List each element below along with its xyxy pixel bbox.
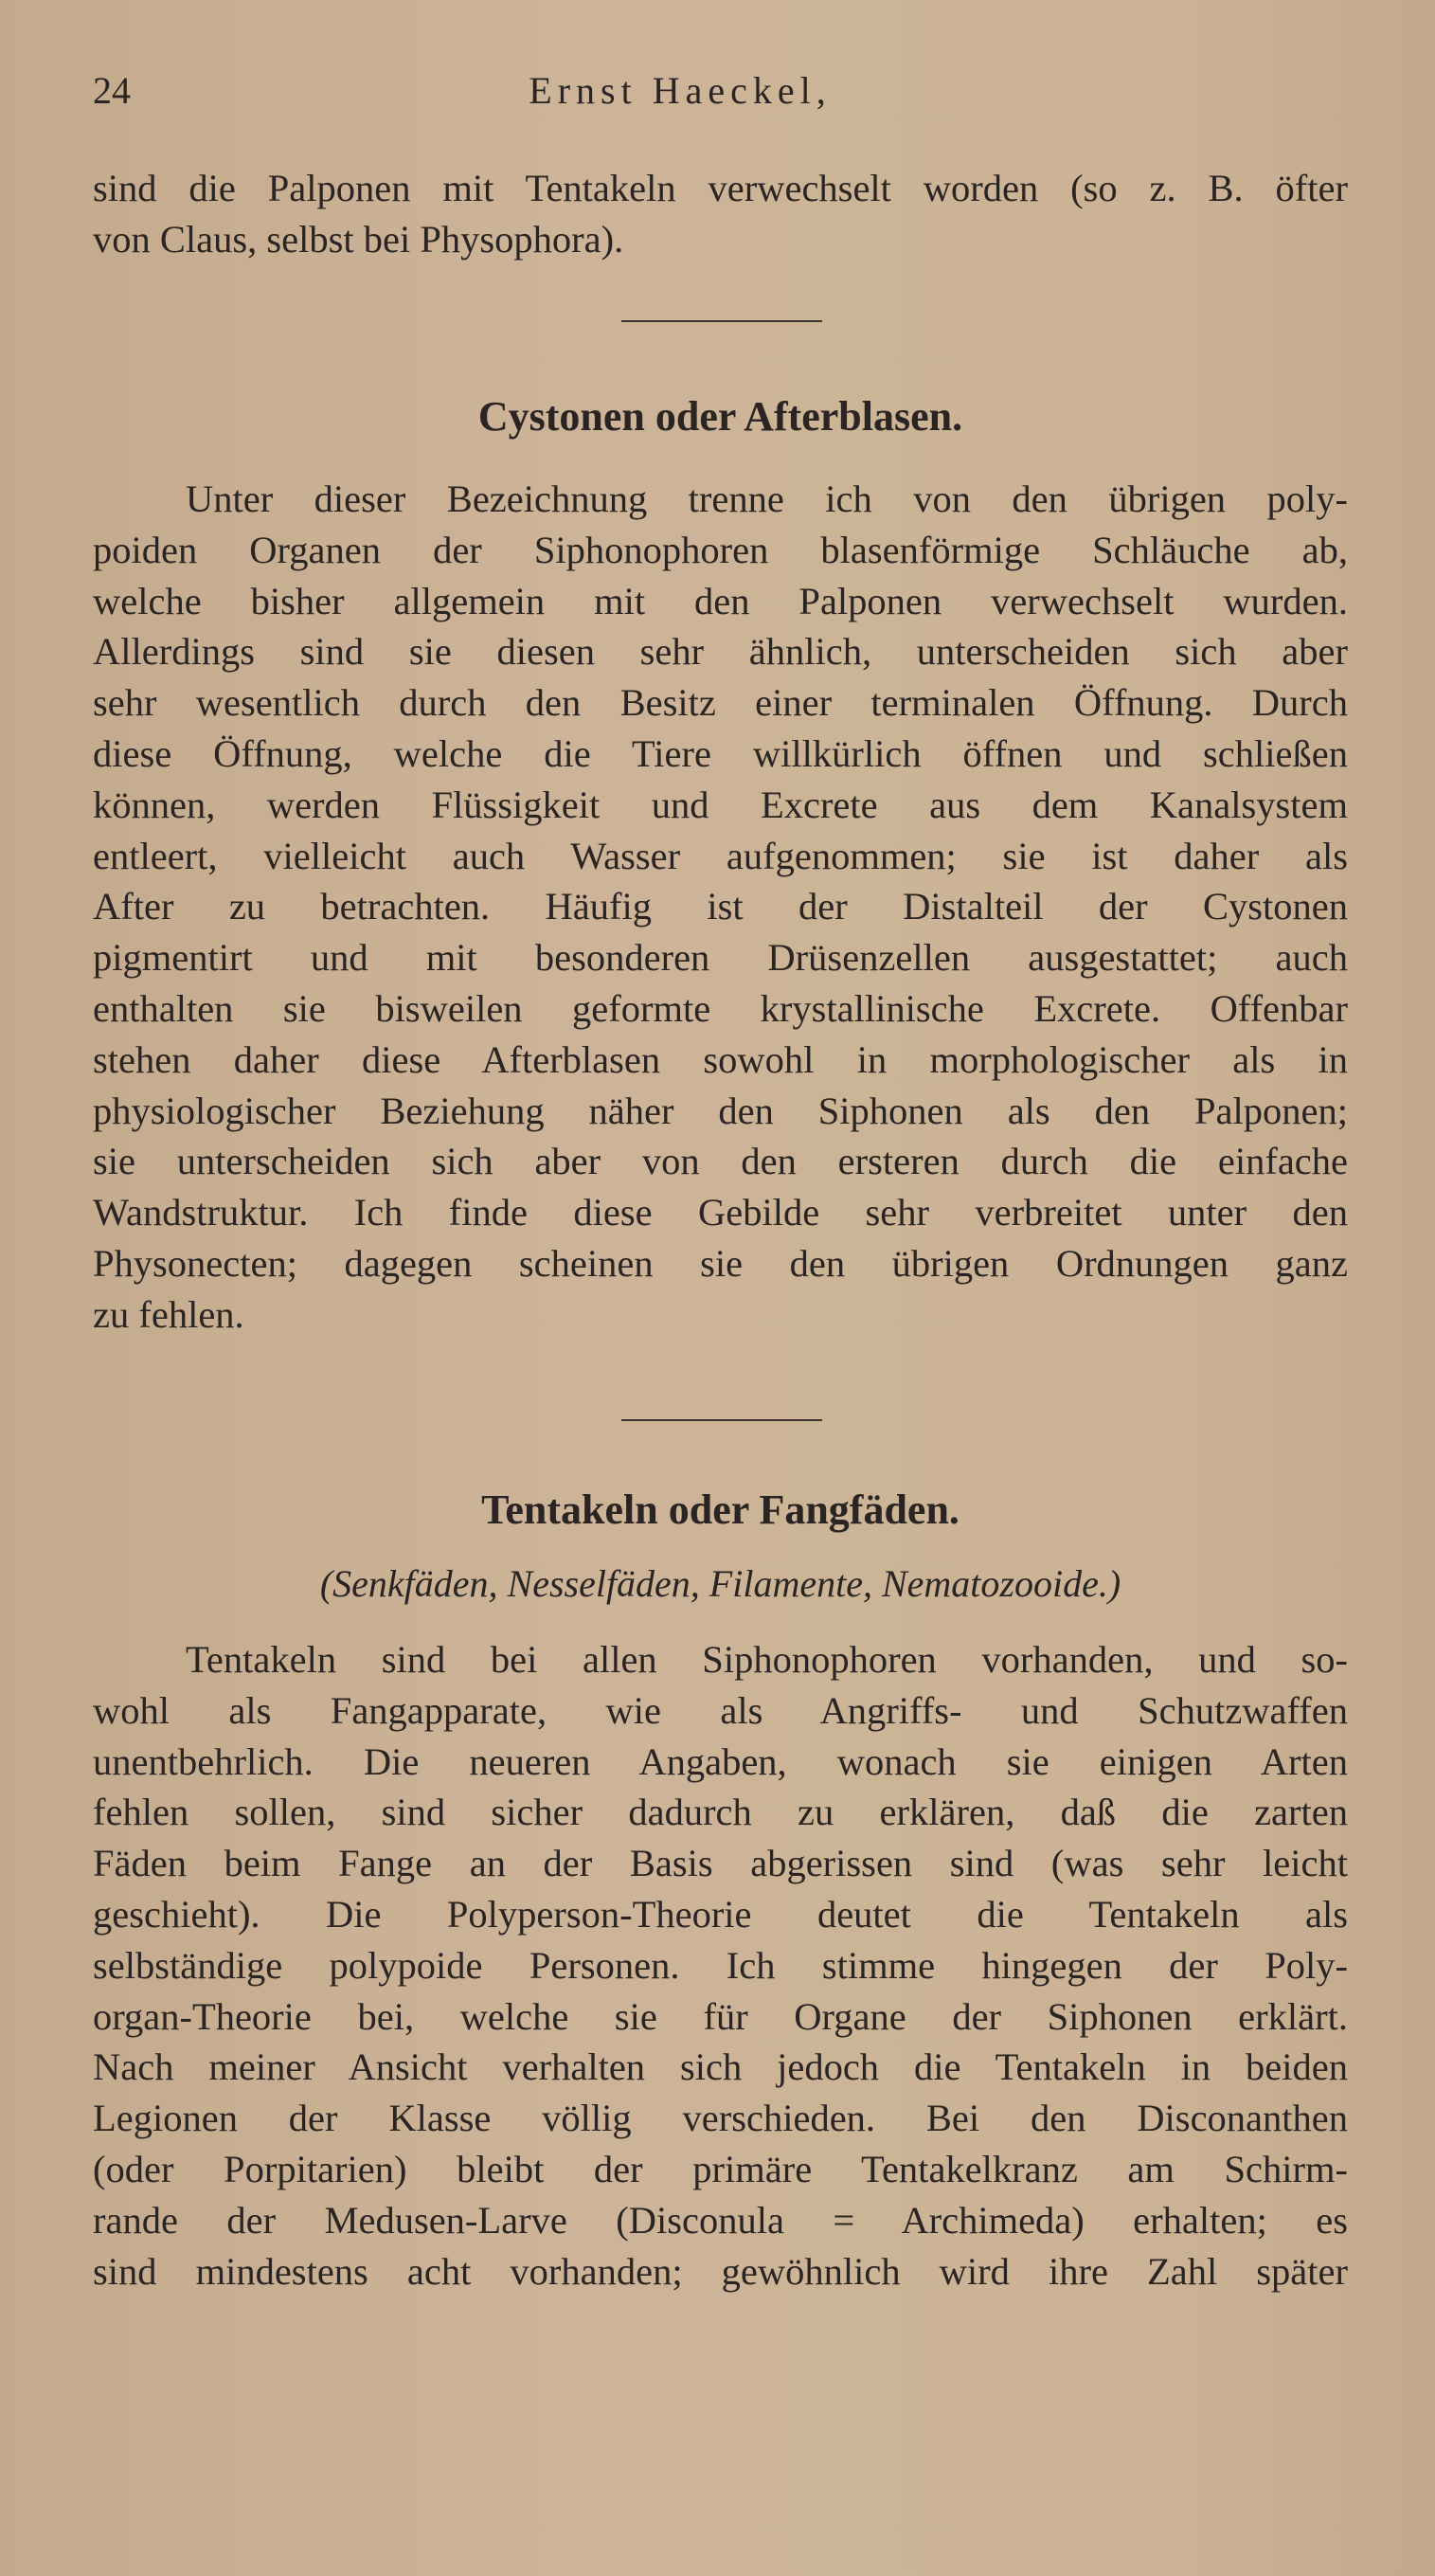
text-line: Allerdings sind sie diesen sehr ähnlich, unterscheiden sich aber (93, 630, 1348, 674)
page-header (93, 68, 1343, 125)
text-line: enthalten sie bisweilen geformte krystallinische Excrete. Offenbar (93, 986, 1348, 1030)
text-line: Tentakeln sind bei allen Siphonophoren vorhanden, und so- (186, 1638, 1348, 1681)
intro-paragraph (93, 163, 1348, 265)
text-line: diese Öffnung, welche die Tiere willkürlich öffnen und schließen (93, 731, 1348, 775)
section-heading-cystonen: Cystonen oder Afterblasen. (477, 393, 963, 440)
text-line: Nach meiner Ansicht verhalten sich jedoch die Tentakeln in beiden (93, 2045, 1348, 2089)
text-line: Wandstruktur. Ich finde diese Gebilde sehr verbreitet unter den (93, 1191, 1348, 1234)
text-line: geschieht). Die Polyperson-Theorie deutet die Tentakeln als (93, 1892, 1348, 1936)
text-line: pigmentirt und mit besonderen Drüsenzellen ausgestattet; auch (93, 936, 1348, 980)
text-line: sind mindestens acht vorhanden; gewöhnlich wird ihre Zahl später (93, 2249, 1348, 2293)
text-line: sind die Palponen mit Tentakeln verwechselt worden (so z. B. öfter (93, 167, 1348, 209)
text-line: zu fehlen. (93, 1292, 244, 1336)
page-number: 24 (93, 69, 131, 112)
text-line: rande der Medusen-Larve (Disconula = Archimeda) erhalten; es (93, 2198, 1348, 2242)
text-line: selbständige polypoide Personen. Ich stimme hingegen der Poly- (93, 1943, 1348, 1987)
text-line: Fäden beim Fange an der Basis abgerissen sind (was sehr leicht (93, 1842, 1348, 1885)
text-line: welche bisher allgemein mit den Palponen verwechselt wurden. (93, 579, 1348, 622)
cystonen-paragraph (93, 474, 1348, 1341)
text-line: Physonecten; dagegen scheinen sie den übrigen Ordnungen ganz (93, 1241, 1348, 1285)
text-line: wohl als Fangapparate, wie als Angriffs- und Schutzwaffen (93, 1688, 1348, 1732)
text-line: fehlen sollen, sind sicher dadurch zu erklären, daß die zarten (93, 1791, 1348, 1834)
text-line: können, werden Flüssigkeit und Excrete aus dem Kanalsystem (93, 783, 1348, 826)
section-subheading-tentakeln: (Senkfäden, Nesselfäden, Filamente, Nematozooide.) (319, 1562, 1121, 1605)
text-line: After zu betrachten. Häufig ist der Distalteil der Cystonen (93, 885, 1348, 928)
text-line: von Claus, selbst bei Physophora). (93, 217, 624, 261)
text-line: poiden Organen der Siphonophoren blasenförmige Schläuche ab, (93, 528, 1348, 571)
section-heading-tentakeln: Tentakeln oder Fangfäden. (481, 1486, 960, 1533)
text-line: sehr wesentlich durch den Besitz einer terminalen Öffnung. Durch (93, 681, 1348, 725)
tentakeln-paragraph (93, 1634, 1348, 2297)
text-line: Unter dieser Bezeichnung trenne ich von den übrigen poly- (186, 477, 1348, 520)
section-divider (621, 1419, 822, 1421)
running-head: Ernst Haeckel, (529, 69, 832, 112)
text-line: unentbehrlich. Die neueren Angaben, wonach sie einigen Arten (93, 1739, 1348, 1783)
text-line: (oder Porpitarien) bleibt der primäre Tentakelkranz am Schirm- (93, 2147, 1348, 2190)
text-line: physiologischer Beziehung näher den Siphonen als den Palponen; (93, 1089, 1348, 1132)
text-line: stehen daher diese Afterblasen sowohl in morphologischer als in (93, 1037, 1348, 1081)
text-line: sie unterscheiden sich aber von den ersteren durch die einfache (93, 1140, 1348, 1183)
text-line: organ-Theorie bei, welche sie für Organe der Siphonen erklärt. (93, 1994, 1348, 2038)
text-line: Legionen der Klasse völlig verschieden. Bei den Disconanthen (93, 2097, 1348, 2140)
text-line: entleert, vielleicht auch Wasser aufgenommen; sie ist daher als (93, 834, 1348, 877)
section-divider (621, 320, 822, 322)
